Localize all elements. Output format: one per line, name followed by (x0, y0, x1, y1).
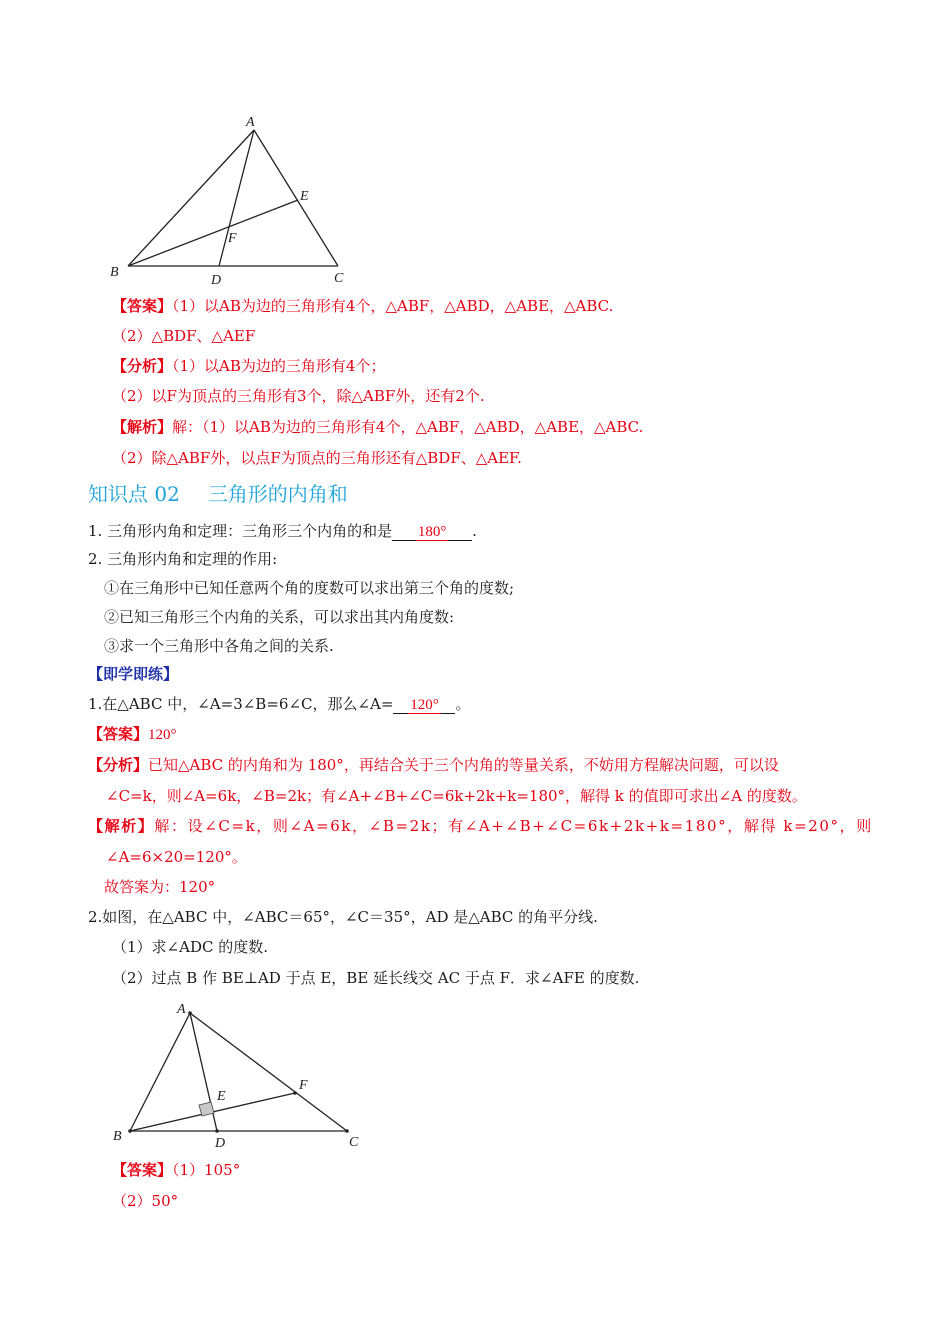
q1-analysis-line-1: 【分析】已知△ABC 的内角和为 180°，再结合关于三个内角的等量关系，不妨用方程解决问题，可以设 (88, 756, 779, 774)
vertex-label-b: B (110, 265, 119, 280)
fill-blank-120: 120° (393, 697, 455, 714)
q1-conclusion: 故答案为：120° (104, 878, 216, 896)
fig2-label-d: D (215, 1136, 226, 1148)
fig2-label-c: C (349, 1135, 359, 1148)
analysis-line-2: （2）以F为顶点的三角形有3个，除△ABF外，还有2个. (112, 387, 485, 405)
section-number: 知识点 02 (88, 482, 180, 506)
question-2-part-2: （2）过点 B 作 BE⊥AD 于点 E，BE 延长线交 AC 于点 F．求∠AFE 的度数. (112, 969, 640, 987)
theorem-item-1: 1. 三角形内角和定理：三角形三个内角的和是 180° . (88, 522, 477, 540)
vertex-label-a: A (246, 115, 255, 130)
right-angle-marker (199, 1102, 214, 1116)
q2-answer-2: （2）50° (112, 1192, 179, 1210)
question-2: 2.如图，在△ABC 中，∠ABC＝65°，∠C＝35°，AD 是△ABC 的角平分线. (88, 908, 598, 926)
use-item-2: ②已知三角形三个内角的关系，可以求出其内角度数: (104, 608, 455, 626)
fig2-label-e: E (217, 1089, 226, 1104)
fig2-label-f: F (299, 1078, 308, 1093)
q1-analysis-line-2: ∠C=k，则∠A=6k，∠B=2k；有∠A+∠B+∠C=6k+2k+k=180°，解得 k 的值即可求出∠A 的度数。 (106, 787, 807, 805)
use-item-3: ③求一个三角形中各角之间的关系. (104, 637, 334, 655)
question-1: 1.在△ABC 中，∠A=3∠B=6∠C，那么∠A= 120° 。 (88, 695, 471, 713)
vertex-label-d: D (211, 273, 222, 288)
q1-solution-line-2: ∠A=6×20=120°。 (106, 848, 247, 866)
q1-answer: 【答案】120° (88, 725, 177, 743)
answer-tag: 【答案】 (112, 297, 173, 315)
q2-answer-1: 【答案】（1）105° (112, 1161, 241, 1179)
question-2-part-1: （1）求∠ADC 的度数. (112, 938, 268, 956)
answer-line-1: 【答案】（1）以AB为边的三角形有4个，△ABF，△ABD，△ABE，△ABC. (112, 297, 614, 315)
fig2-label-b: B (113, 1129, 122, 1144)
vertex-label-c: C (334, 271, 344, 286)
solution-line-1: 【解析】解：（1）以AB为边的三角形有4个，△ABF，△ABD，△ABE，△ABC. (112, 418, 644, 436)
analysis-tag: 【分析】 (112, 357, 173, 375)
triangle-figure-1 (100, 108, 360, 288)
triangle-figure-2 (105, 998, 375, 1148)
use-item-1: ①在三角形中已知任意两个角的度数可以求出第三个角的度数; (104, 579, 515, 597)
answer-line-2: （2）△BDF、△AEF (112, 327, 256, 345)
section-heading (88, 481, 348, 507)
vertex-label-e: E (300, 189, 309, 204)
vertex-label-f: F (228, 231, 237, 246)
practice-heading: 【即学即练】 (88, 665, 179, 683)
analysis-line-1: 【分析】（1）以AB为边的三角形有4个； (112, 357, 386, 375)
q1-solution-line-1: 【解析】解：设∠C=k，则∠A=6k，∠B=2k；有∠A+∠B+∠C=6k+2k+k=180°，解得 k=20°，则 (88, 817, 873, 835)
solution-line-2: （2）除△ABF外，以点F为顶点的三角形还有△BDF、△AEF. (112, 449, 522, 467)
solution-tag: 【解析】 (112, 418, 173, 436)
theorem-item-2: 2. 三角形内角和定理的作用: (88, 550, 278, 568)
fig2-label-a: A (177, 1002, 186, 1017)
section-title: 三角形的内角和 (207, 482, 348, 506)
fill-blank-180: 180° (392, 524, 472, 541)
